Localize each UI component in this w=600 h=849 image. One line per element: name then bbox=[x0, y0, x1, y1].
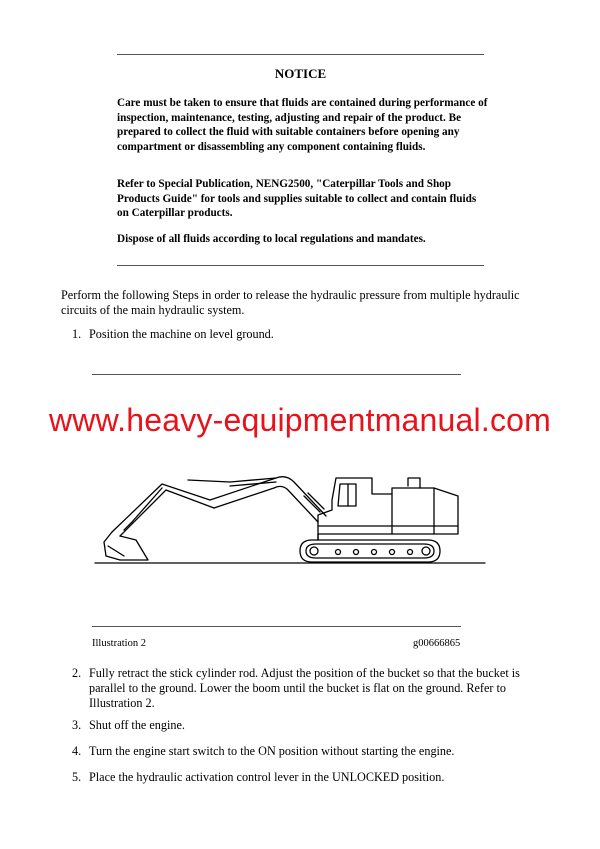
step-text: Fully retract the stick cylinder rod. Adjust the position of the bucket so that the bucket is parallel to the ground. Lower the boom until the bucket is flat on the ground. Refer to Illustration 2. bbox=[89, 666, 520, 710]
notice-paragraph-1: Care must be taken to ensure that fluids are contained during performance of inspection, maintenance, testing, adjusting and repair of the product. Be prepared to collect the fluid with suitable containers before opening any compartment or disassembling any component containing fluids. bbox=[117, 97, 488, 153]
step-number: 1. bbox=[72, 327, 82, 341]
intro-paragraph: Perform the following Steps in order to release the hydraulic pressure from multiple hydraulic circuits of the main hydraulic system. bbox=[61, 288, 520, 317]
step-5 bbox=[72, 770, 542, 785]
step-3 bbox=[72, 718, 542, 733]
notice-paragraph-3: Dispose of all fluids according to local regulations and mandates. bbox=[117, 233, 426, 245]
excavator-illustration bbox=[90, 460, 490, 580]
step-number: 4. bbox=[72, 744, 82, 758]
step-number: 5. bbox=[72, 770, 82, 784]
step-1 bbox=[72, 327, 542, 342]
notice-title: NOTICE bbox=[274, 66, 327, 81]
figure-bottom-rule bbox=[92, 626, 461, 627]
illustration-caption: Illustration 2 bbox=[92, 638, 146, 649]
notice-top-rule bbox=[117, 54, 484, 55]
step-4 bbox=[72, 744, 542, 759]
illustration-code: g00666865 bbox=[413, 638, 461, 649]
step-text: Shut off the engine. bbox=[89, 718, 185, 732]
step-text: Position the machine on level ground. bbox=[89, 327, 274, 341]
step-text: Turn the engine start switch to the ON position without starting the engine. bbox=[89, 744, 455, 758]
step-text: Place the hydraulic activation control lever in the UNLOCKED position. bbox=[89, 770, 445, 784]
figure-top-rule bbox=[92, 374, 461, 375]
notice-bottom-rule bbox=[117, 265, 484, 266]
watermark-url: www.heavy-equipmentmanual.com bbox=[48, 402, 552, 438]
step-number: 3. bbox=[72, 718, 82, 732]
notice-paragraph-2: Refer to Special Publication, NENG2500, "Caterpillar Tools and Shop Products Guide" for tools and supplies suitable to collect and contain fluids on Caterpillar products. bbox=[117, 178, 477, 219]
step-number: 2. bbox=[72, 666, 82, 680]
step-2 bbox=[72, 666, 542, 711]
